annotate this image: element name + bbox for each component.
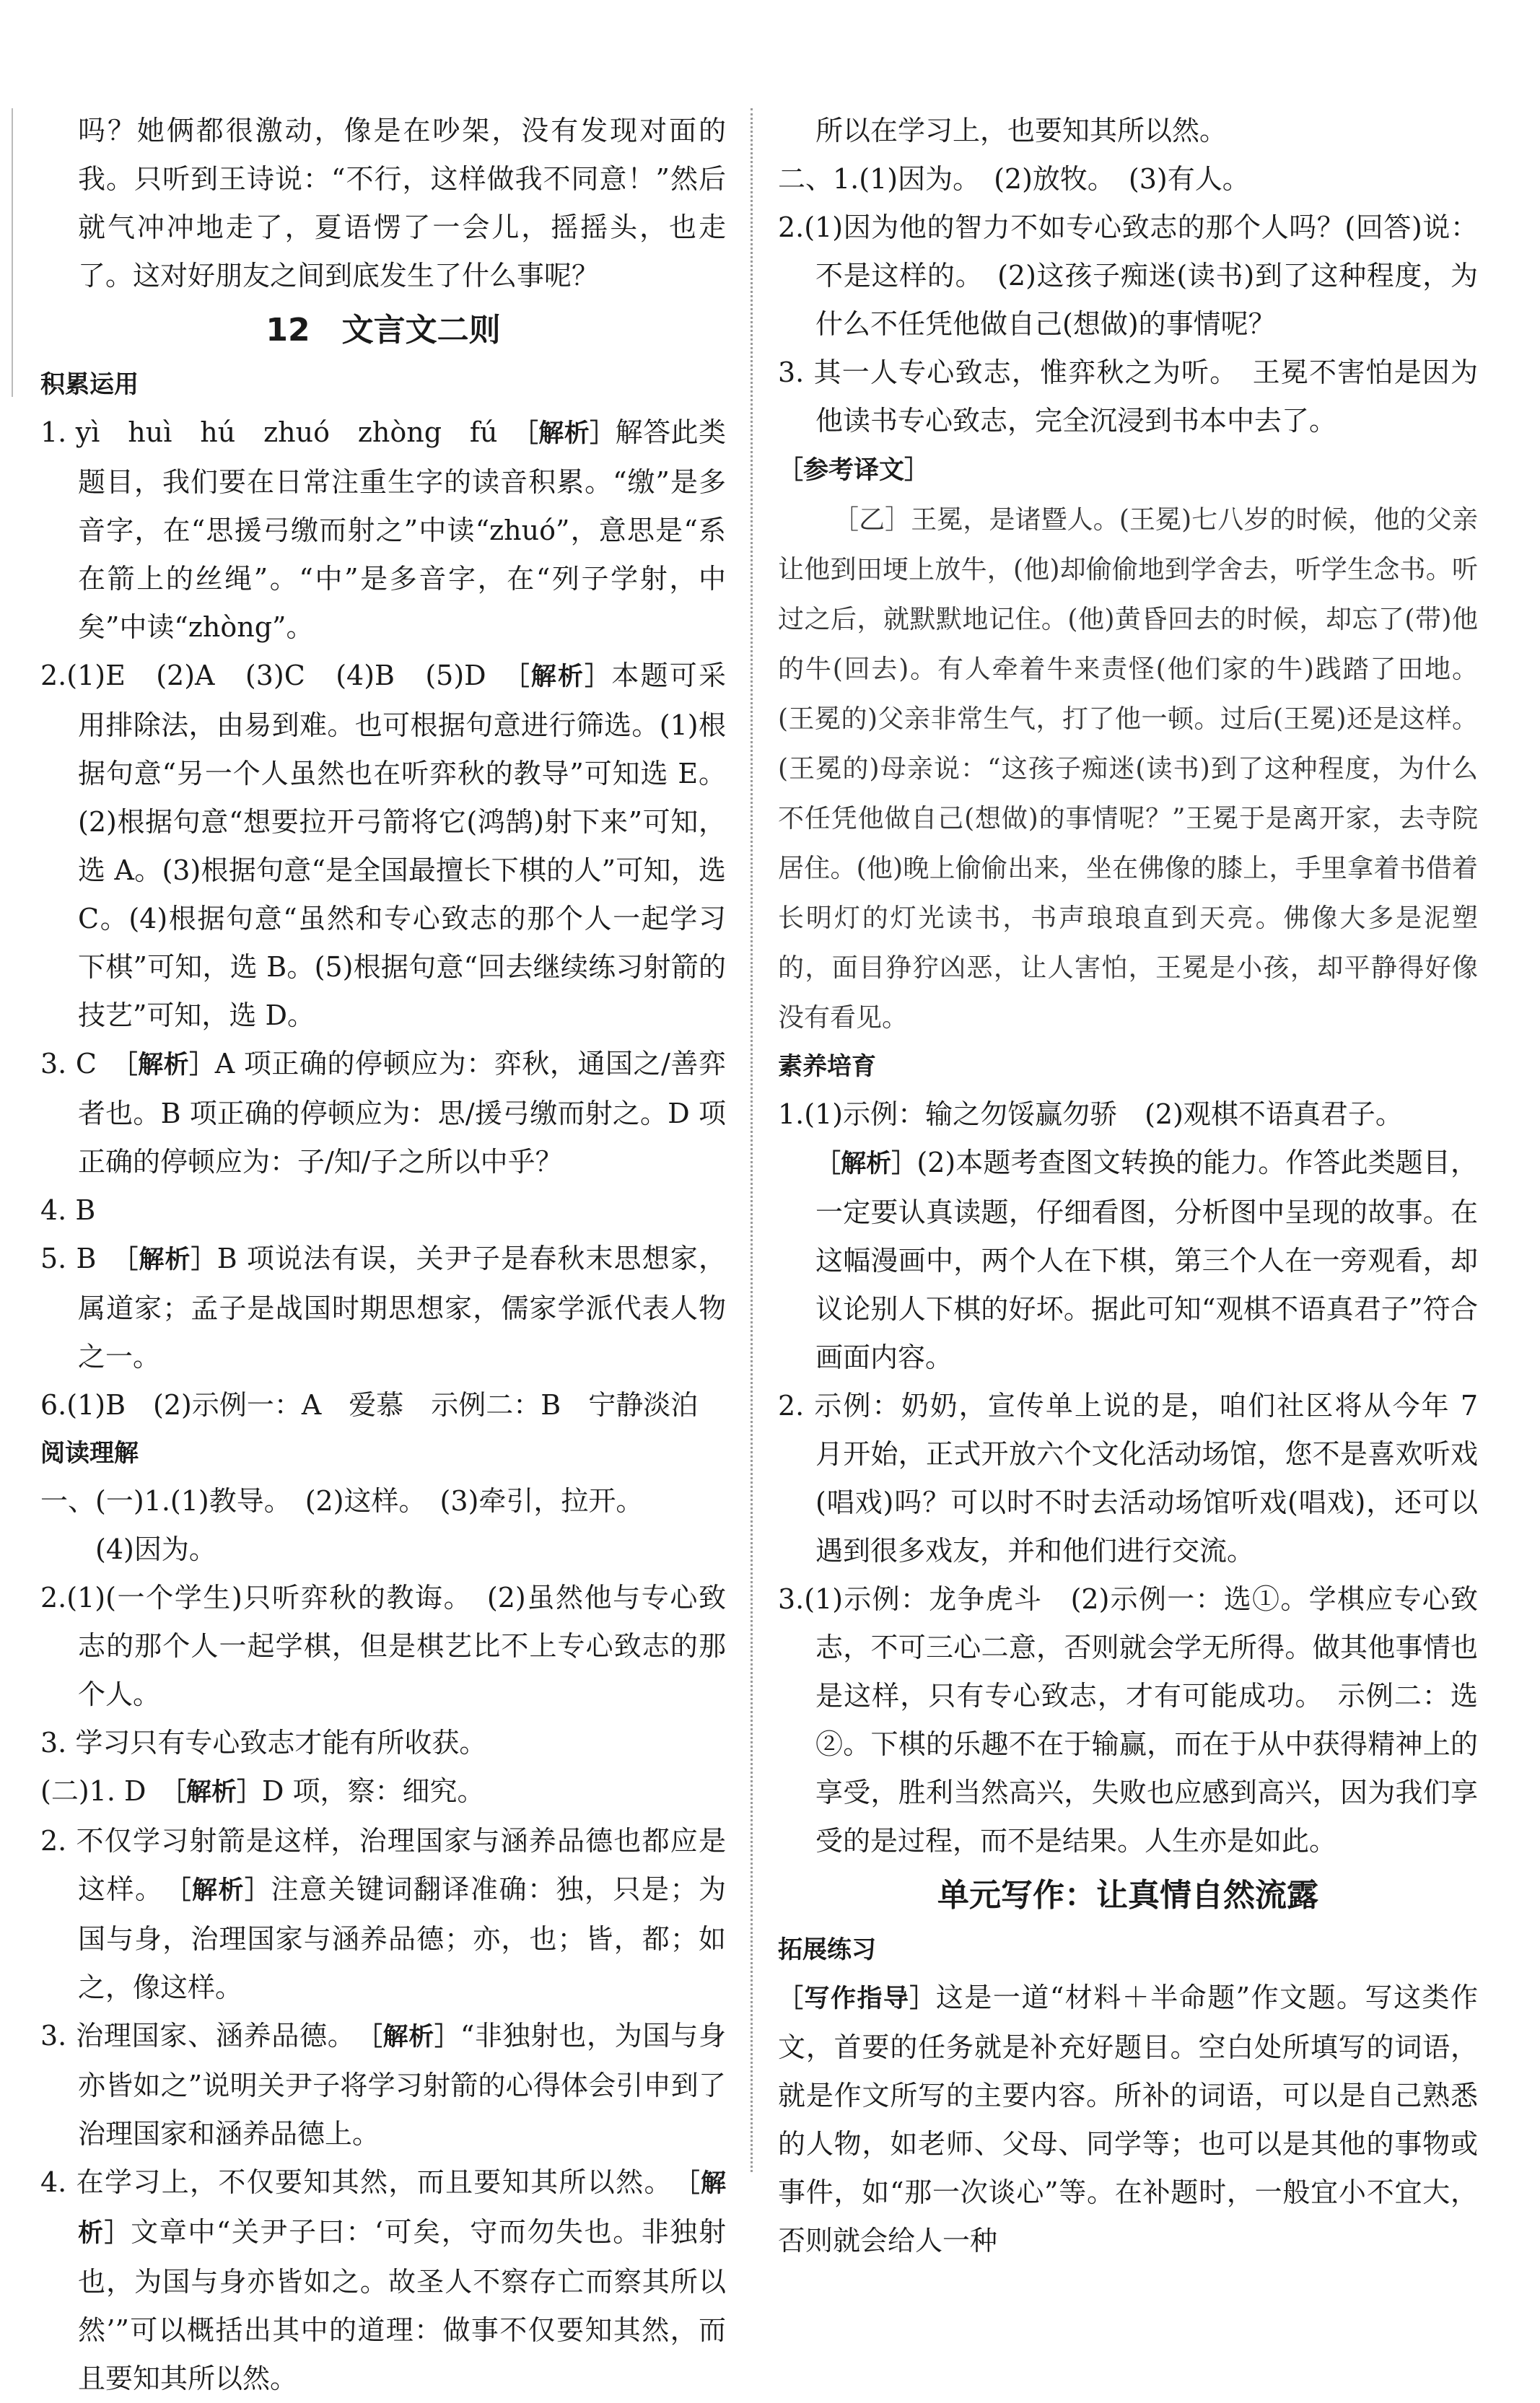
- literacy-answer-1: 1.(1)示例：输之勿馁赢勿骄 (2)观棋不语真君子。: [778, 1098, 1403, 1130]
- part2-answer-2: 2.(1)因为他的智力不如专心致志的那个人吗？(回答)说：不是这样的。 (2)这孩子痴迷(读书)到了这种程度，为什么不任凭他做自己(想做)的事情呢？: [778, 211, 1478, 340]
- translation-text: ［乙］王冕，是诸暨人。(王冕)七八岁的时候，他的父亲让他到田埂上放牛，(他)却偷偷地到学舍去，听学生念书。听过之后，就默默地记住。(他)黄昏回去的时候，却忘了(带)他的牛(回去)。有人牵着牛来责怪(他们家的牛)践踏了田地。(王冕的)父亲非常生气，打了他一顿。过后(王冕)还是这样。(王冕的)母亲说：“这孩子痴迷(读书)到了这种程度，为什么不任凭他做自己(想做)的事情呢？”王冕于是离开家，去寺院居住。(他)晚上偷偷出来，坐在佛像的膝上，手里拿着书借着长明灯的灯光读书，书声琅琅直到天亮。佛像大多是泥塑的，面目狰狞凶恶，让人害怕，王冕是小孩，却平静得好像没有看见。: [778, 505, 1478, 1033]
- continued-line: 所以在学习上，也要知其所以然。: [815, 115, 1228, 146]
- literacy-answer-3: 3.(1)示例：龙争虎斗 (2)示例一：选①。学棋应专心致志，不可三心二意，否则就会学无所得。做其他事情也是这样，只有专心致志，才有可能成功。 示例二：选②。下棋的乐趣不在于输赢，而在于从中获得精神上的享受，胜利当然高兴，失败也应感到高兴，因为我们享受的是过程，而不是结果。人生亦是如此。: [778, 1583, 1478, 1857]
- reading-1-1: 一、(一)1.(1)教导。 (2)这样。 (3)牵引，拉开。: [40, 1485, 644, 1517]
- section-extension: 拓展练习: [778, 1935, 876, 1964]
- analysis-tag: ［解析］: [173, 1778, 262, 1807]
- reading-2-3-analysis: “非独射也，为国与身亦皆如之”说明关尹子将学习射箭的心得体会引申到了治理国家和涵养品德上。: [78, 2020, 726, 2150]
- answer-5: [40, 1235, 726, 1381]
- section-literacy: 素养培育: [778, 1052, 876, 1081]
- part2-answer-1: 二、1.(1)因为。 (2)放牧。 (3)有人。: [778, 163, 1250, 195]
- reading-2-1: [40, 1767, 726, 1817]
- reading-2-2: [40, 1817, 726, 2012]
- translation-tag: ［参考译文］: [778, 456, 930, 485]
- reading-2-3: [40, 2012, 726, 2158]
- answer-3: [40, 1040, 726, 1186]
- reading-2-3-answer: 3. 治理国家、涵养品德。: [40, 2020, 342, 2052]
- reading-2-2-answer: 2. 不仅学习射箭是这样，治理国家与涵养品德也都应是这样。: [40, 1825, 726, 1905]
- analysis-tag: ［解析］: [125, 1246, 217, 1274]
- section-reading: 阅读理解: [40, 1439, 139, 1468]
- answer-5-choice: 5. B: [40, 1243, 97, 1274]
- analysis-tag: ［解析］: [78, 2169, 726, 2248]
- part2-answer-3: 3. 其一人专心致志，惟弈秋之为听。 王冕不害怕是因为他读书专心致志，完全沉浸到书本中去了。: [778, 356, 1478, 437]
- answer-3-analysis: A 项正确的停顿应为：弈秋，通国之/善弈者也。B 项正确的停顿应为：思/援弓缴而射之。D 项正确的停顿应为：子/知/子之所以中乎？: [78, 1048, 726, 1178]
- reading-2-4-analysis: 文章中“关尹子曰：‘可矣，守而勿失也。非独射也，为国与身亦皆如之。故圣人不察存亡而察其所以然’”可以概括出其中的道理：做事不仅要知其然，而且要知其所以然。: [78, 2216, 726, 2394]
- left-column: [40, 107, 726, 2403]
- answer-2: [40, 652, 726, 1040]
- right-column: [778, 107, 1478, 2265]
- writing-guide-text: 这是一道“材料＋半命题”作文题。写这类作文，首要的任务就是补充好题目。空白处所填写的词语，就是作文所写的主要内容。所补的词语，可以是自己熟悉的人物，如老师、父母、同学等；也可以是其他的事物或事件，如“那一次谈心”等。在补题时，一般宜小不宜大，否则就会给人一种: [778, 1982, 1478, 2257]
- reading-2-2-analysis: 注意关键词翻译准确：独，只是；为国与身，治理国家与涵养品德；亦，也；皆，都；如之，像这样。: [78, 1873, 726, 2003]
- reading-2-1-analysis: D 项，察：细究。: [261, 1775, 485, 1807]
- margin-line: [12, 108, 13, 397]
- analysis-tag: ［解析］: [178, 1876, 271, 1905]
- literacy-answer-2: 2. 示例：奶奶，宣传单上说的是，咱们社区将从今年 7 月开始，正式开放六个文化活动场馆，您不是喜欢听戏(唱戏)吗？可以时不时去活动场馆听戏(唱戏)，还可以遇到很多戏友，并和他们进行交流。: [778, 1390, 1478, 1567]
- literacy-answer-1-analysis: [778, 1139, 1478, 1382]
- analysis-tag: ［解析］: [517, 662, 612, 691]
- answer-2-analysis: 本题可采用排除法，由易到难。也可根据句意进行筛选。(1)根据句意“另一个人虽然也在听弈秋的教导”可知选 E。(2)根据句意“想要拉开弓箭将它(鸿鹄)射下来”可知，选 A。(3)根据句意“是全国最擅长下棋的人”可知，选 C。(4)根据句意“虽然和专心致志的那个人一起学习下棋”可知，选 B。(5)根据句意“回去继续练习射箭的技艺”可知，选 D。: [78, 660, 726, 1031]
- reading-2-4: [40, 2158, 726, 2403]
- answer-1-analysis: 解答此类题目，我们要在日常注重生字的读音积累。“缴”是多音字，在“思援弓缴而射之”中读“zhuó”，意思是“系在箭上的丝绳”。“中”是多音字，在“列子学射，中矣”中读“zhòng”。: [78, 416, 726, 643]
- column-divider: [751, 108, 753, 2172]
- analysis-tag: ［解析］: [525, 419, 616, 448]
- answer-4: 4. B: [40, 1194, 96, 1226]
- reading-1-2: 2.(1)(一个学生)只听弈秋的教诲。 (2)虽然他与专心致志的那个人一起学棋，但是棋艺比不上专心致志的那个人。: [40, 1582, 726, 1710]
- answer-6: 6.(1)B (2)示例一：A 爱慕 示例二：B 宁静淡泊: [40, 1389, 699, 1421]
- writing-title: 单元写作：让真情自然流露: [937, 1877, 1318, 1914]
- section-accumulate: 积累运用: [40, 370, 139, 399]
- answer-1: [40, 408, 726, 652]
- analysis-tag: ［解析］: [815, 1150, 917, 1178]
- translation-heading: [778, 445, 1478, 495]
- reading-2-1-choice: (二)1. D: [40, 1775, 146, 1807]
- literacy-analysis-text: (2)本题考查图文转换的能力。作答此类题目，一定要认真读题，仔细看图，分析图中呈现的故事。在这幅漫画中，两个人在下棋，第三个人在一旁观看，却议论别人下棋的好坏。据此可知“观棋不语真君子”符合画面内容。: [815, 1147, 1478, 1373]
- lesson-title: 12 文言文二则: [266, 312, 501, 349]
- answer-1-pinyin: 1. yì huì hú zhuó zhòng fú: [40, 416, 498, 448]
- analysis-tag: ［解析］: [369, 2023, 460, 2052]
- writing-guide-tag: ［写作指导］: [778, 1984, 936, 2013]
- analysis-tag: ［解析］: [125, 1051, 215, 1080]
- answer-5-analysis: B 项说法有误，关尹子是春秋末思想家，属道家；孟子是战国时期思想家，儒家学派代表人物之一。: [78, 1243, 726, 1373]
- reading-1-3: 3. 学习只有专心致志才能有所收获。: [40, 1727, 487, 1759]
- writing-guide: [778, 1974, 1478, 2265]
- reading-1-1b: (4)因为。: [95, 1533, 216, 1565]
- answer-2-choices: 2.(1)E (2)A (3)C (4)B (5)D: [40, 660, 486, 691]
- reading-2-4-answer: 4. 在学习上，不仅要知其然，而且要知其所以然。: [40, 2166, 659, 2198]
- intro-paragraph: 吗？她俩都很激动，像是在吵架，没有发现对面的我。只听到王诗说：“不行，这样做我不同意！”然后就气冲冲地走了，夏语愣了一会儿，摇摇头，也走了。这对好朋友之间到底发生了什么事呢？: [78, 115, 726, 292]
- answer-3-choice: 3. C: [40, 1048, 97, 1080]
